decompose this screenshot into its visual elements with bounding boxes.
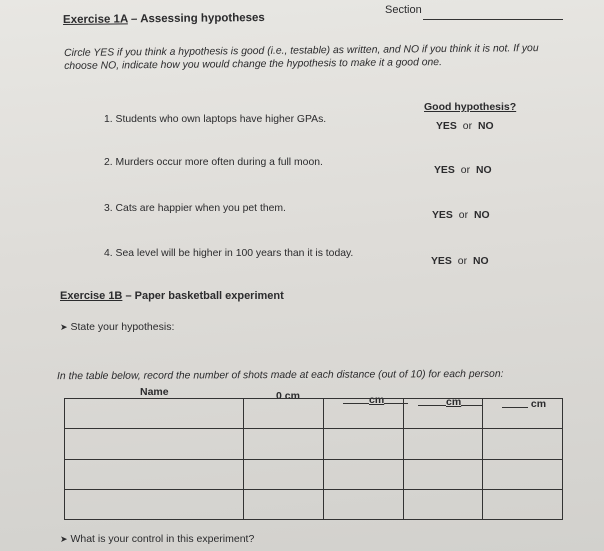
question-4: 4. Sea level will be higher in 100 years than it is today. — [104, 248, 354, 259]
no-option[interactable]: NO — [474, 210, 490, 221]
table-cell[interactable] — [483, 399, 563, 429]
control-question — [60, 533, 254, 545]
yes-option[interactable]: YES — [436, 121, 457, 132]
column-header-2-unit: cm — [369, 394, 385, 406]
instructions-line-2: choose NO, indicate how you would change the hypothesis to make it a good one. — [64, 57, 443, 72]
table-cell[interactable] — [403, 489, 483, 519]
yes-option[interactable]: YES — [432, 210, 453, 221]
shots-table — [64, 398, 563, 520]
or-text: or — [457, 256, 468, 267]
yes-no-choice-1[interactable] — [436, 121, 494, 132]
column-header-3-unit: cm — [446, 396, 462, 408]
table-cell[interactable] — [244, 489, 324, 519]
section-blank-line[interactable] — [423, 19, 563, 20]
yes-no-choice-2[interactable] — [434, 165, 492, 176]
or-text: or — [458, 210, 469, 221]
section-label: Section — [385, 4, 422, 16]
arrow-bullet-icon: ➤ — [60, 534, 68, 544]
or-text: or — [462, 121, 473, 132]
yes-option[interactable]: YES — [434, 165, 455, 176]
table-cell[interactable] — [65, 429, 244, 459]
state-hypothesis-prompt — [60, 321, 174, 333]
or-text: or — [460, 165, 471, 176]
no-option[interactable]: NO — [476, 165, 492, 176]
table-cell[interactable] — [323, 489, 403, 519]
no-option[interactable]: NO — [478, 121, 494, 132]
table-row — [65, 459, 563, 489]
table-cell[interactable] — [65, 399, 244, 429]
question-2: 2. Murders occur more often during a full moon. — [104, 157, 323, 168]
exercise-1b-code: Exercise 1B — [60, 290, 123, 302]
table-cell[interactable] — [483, 459, 563, 489]
table-cell[interactable] — [323, 429, 403, 459]
no-option[interactable]: NO — [473, 256, 489, 267]
state-hypothesis-text: State your hypothesis: — [70, 321, 175, 333]
exercise-1b-title-text: – Paper basketball experiment — [125, 290, 284, 302]
table-cell[interactable] — [403, 429, 483, 459]
table-cell[interactable] — [244, 459, 324, 489]
table-cell[interactable] — [403, 459, 483, 489]
exercise-1a-code: Exercise 1A — [62, 13, 128, 27]
table-cell[interactable] — [483, 489, 563, 519]
table-cell[interactable] — [323, 459, 403, 489]
table-row — [65, 489, 563, 519]
question-3: 3. Cats are happier when you pet them. — [104, 203, 286, 214]
table-row — [65, 429, 563, 459]
table-cell[interactable] — [483, 429, 563, 459]
column-header-0cm: 0 cm — [276, 390, 300, 402]
exercise-1a-title — [63, 12, 265, 26]
control-question-text: What is your control in this experiment? — [70, 533, 255, 545]
exercise-1a-instructions — [64, 42, 539, 73]
exercise-1b-title — [60, 290, 284, 302]
table-cell[interactable] — [65, 459, 244, 489]
yes-no-choice-3[interactable] — [432, 210, 490, 221]
table-cell[interactable] — [244, 399, 324, 429]
table-cell[interactable] — [403, 399, 483, 429]
arrow-bullet-icon: ➤ — [60, 322, 68, 332]
exercise-1a-title-text: – Assessing hypotheses — [130, 11, 265, 26]
table-cell[interactable] — [323, 399, 403, 429]
column-header-4-unit: cm — [530, 398, 547, 410]
table-instructions: In the table below, record the number of shots made at each distance (out of 10) for each person: — [56, 368, 504, 383]
table-row — [65, 399, 563, 429]
instructions-line-1: Circle YES if you think a hypothesis is good (i.e., testable) as written, and NO if you think it is not. If you — [64, 43, 539, 59]
table-cell[interactable] — [244, 429, 324, 459]
yes-option[interactable]: YES — [431, 256, 452, 267]
table-cell[interactable] — [65, 489, 244, 519]
yes-no-choice-4[interactable] — [431, 256, 489, 267]
good-hypothesis-heading: Good hypothesis? — [424, 101, 517, 113]
column-header-name: Name — [140, 386, 169, 398]
question-1: 1. Students who own laptops have higher GPAs. — [104, 114, 327, 125]
